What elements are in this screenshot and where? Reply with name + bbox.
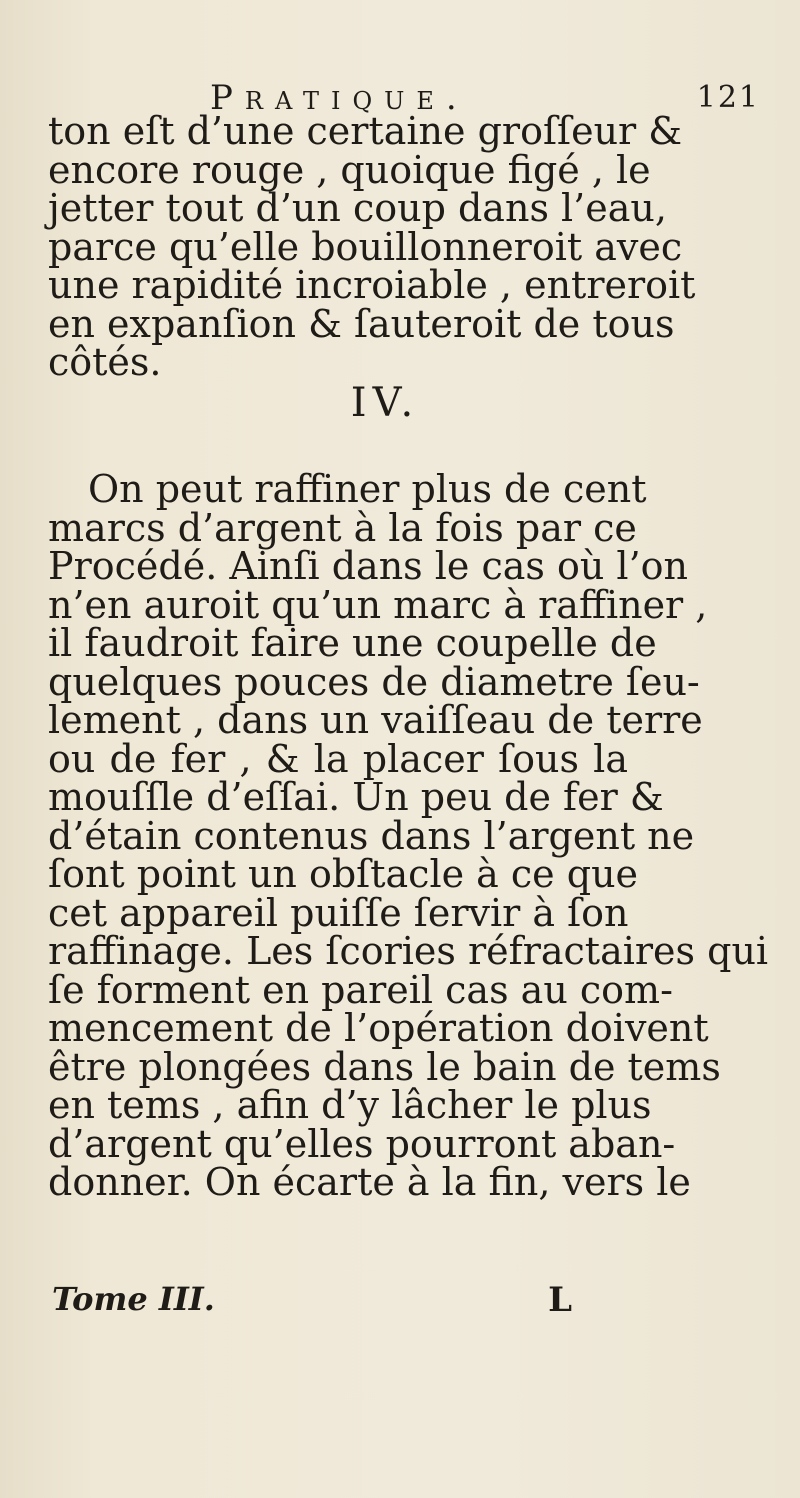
text-line: n’en auroit qu’un marc à raffiner ,	[48, 582, 708, 627]
text-line: il faudroit faire une coupelle de	[48, 621, 657, 665]
text-line: côtés.	[48, 340, 162, 384]
text-line: ton eſt d’une certaine groſſeur &	[48, 109, 683, 153]
text-line: en tems , afin d’y lâcher le plus	[48, 1083, 652, 1127]
signature-mark: L	[548, 1280, 572, 1320]
text-line: marcs d’argent à la fois par ce	[48, 505, 637, 550]
text-line: en expanſion & ſauteroit de tous	[48, 301, 675, 346]
text-line: jetter tout d’un coup dans l’eau,	[48, 186, 667, 230]
text-line: quelques pouces de diametre ſeu-	[48, 659, 700, 704]
paragraph-section-iv	[48, 467, 769, 1204]
text-line: mencement de l’opération doivent	[48, 1006, 709, 1050]
text-line: une rapidité incroiable , entreroit	[48, 263, 696, 307]
text-line: Procédé. Ainſi dans le cas où l’on	[48, 544, 689, 588]
text-line: raffinage. Les ſcories réfractaires qui	[48, 929, 769, 973]
text-line: donner. On écarte à la fin, vers le	[48, 1160, 691, 1204]
text-line: parce qu’elle bouillonneroit avec	[48, 224, 683, 269]
text-line: ſont point un obſtacle à ce que	[48, 852, 639, 896]
text-line: mouſſle d’eſſai. Un peu de fer &	[48, 775, 664, 819]
page-footer	[52, 1280, 572, 1324]
page-number: 121	[696, 80, 760, 115]
volume-label: Tome III.	[52, 1280, 215, 1318]
text-line: ſe forment en pareil cas au com-	[48, 967, 673, 1012]
running-title: Pratique.	[210, 78, 469, 118]
paragraph-continued	[48, 109, 696, 384]
text-line: ou de fer , & la placer ſous la	[48, 736, 628, 781]
text-line: lement , dans un vaiſſeau de terre	[48, 698, 703, 742]
text-line: d’argent qu’elles pourront aban-	[48, 1121, 676, 1166]
text-line: être plongées dans le bain de tems	[48, 1044, 721, 1089]
text-line: encore rouge , quoique figé , le	[48, 147, 651, 192]
text-line: On peut raffiner plus de cent	[88, 467, 647, 511]
text-line: d’étain contenus dans l’argent ne	[48, 813, 695, 858]
text-line: cet appareil puiſſe ſervir à ſon	[48, 890, 629, 935]
section-number: IV.	[350, 380, 420, 426]
